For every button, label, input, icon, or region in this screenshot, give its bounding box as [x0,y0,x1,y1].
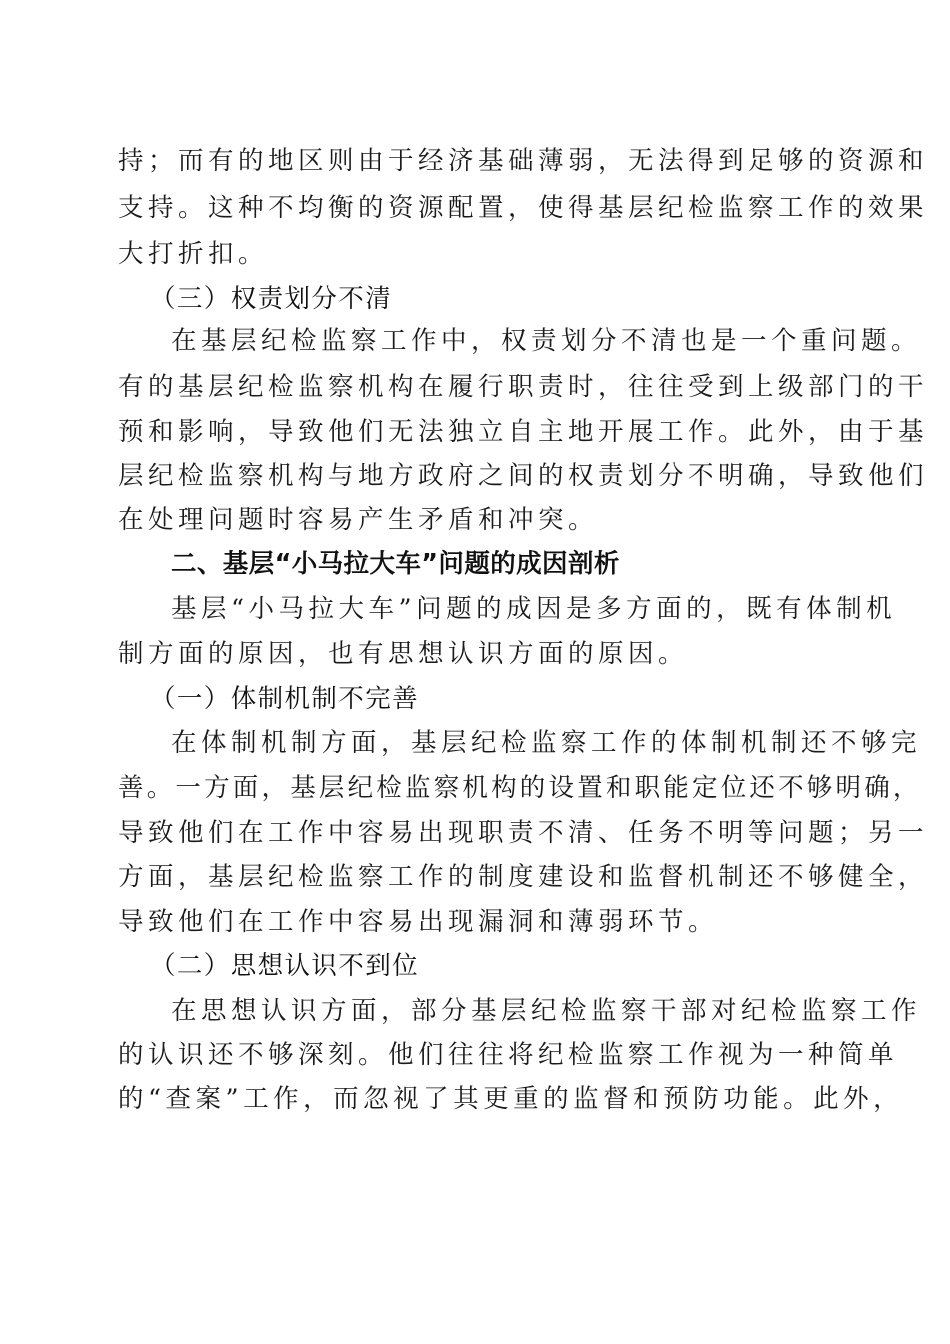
subsection-heading-2: （二）思想认识不到位 [150,951,420,981]
paragraph-line: 在体制机制方面，基层纪检监察工作的体制机制还不够完 [171,728,922,758]
section-heading-3: （三）权责划分不清 [150,284,393,314]
paragraph-line: 的“查案”工作，而忽视了其更重的监督和预防功能。此外， [118,1084,904,1114]
paragraph-line: 导致他们在工作中容易出现职责不清、任务不明等问题；另一 [118,818,929,848]
paragraph-line: 基层“小马拉大车”问题的成因是多方面的，既有体制机 [171,594,897,624]
part-heading-2: 二、基层“小马拉大车”问题的成因剖析 [171,549,620,579]
paragraph-line: 导致他们在工作中容易出现漏洞和薄弱环节。 [118,907,719,937]
paragraph-line: 在思想认识方面，部分基层纪检监察干部对纪检监察工作 [171,996,922,1026]
paragraph-line: 支持。这种不均衡的资源配置，使得基层纪检监察工作的效果 [118,193,929,223]
paragraph-line: 持；而有的地区则由于经济基础薄弱，无法得到足够的资源和 [118,146,929,176]
subsection-heading-1: （一）体制机制不完善 [150,684,420,714]
paragraph-line: 在处理问题时容易产生矛盾和冲突。 [118,505,599,535]
paragraph-line: 层纪检监察机构与地方政府之间的权责划分不明确，导致他们 [118,461,929,491]
paragraph-line: 预和影响，导致他们无法独立自主地开展工作。此外，由于基 [118,417,929,447]
paragraph-line: 方面，基层纪检监察工作的制度建设和监督机制还不够健全， [118,862,929,892]
paragraph-line: 有的基层纪检监察机构在履行职责时，往往受到上级部门的干 [118,372,929,402]
paragraph-line: 在基层纪检监察工作中，权责划分不清也是一个重问题。 [171,326,922,356]
paragraph-line: 善。一方面，基层纪检监察机构的设置和职能定位还不够明确， [118,773,922,803]
paragraph-line: 大打折扣。 [118,239,269,269]
paragraph-line: 制方面的原因，也有思想认识方面的原因。 [118,639,689,669]
paragraph-line: 的认识还不够深刻。他们往往将纪检监察工作视为一种简单 [118,1040,899,1070]
